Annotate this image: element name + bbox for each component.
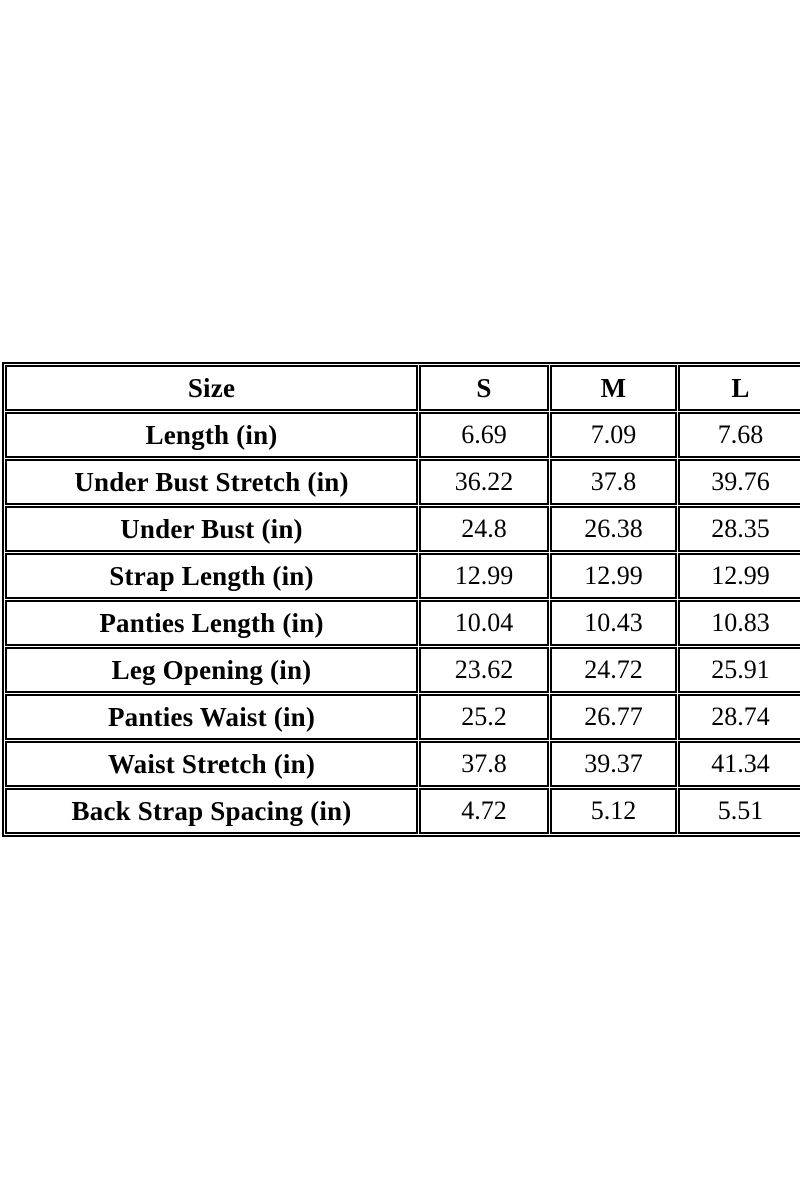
- size-table-body: [5, 412, 800, 834]
- measurement-value: 7.09: [550, 412, 677, 458]
- measurement-label: Leg Opening (in): [5, 647, 418, 693]
- measurement-value: 28.35: [678, 506, 800, 552]
- measurement-value: 7.68: [678, 412, 800, 458]
- header-row: [5, 365, 800, 411]
- measurement-label: Under Bust (in): [5, 506, 418, 552]
- table-row: [5, 741, 800, 787]
- table-row: [5, 788, 800, 834]
- measurement-value: 12.99: [419, 553, 549, 599]
- table-row: [5, 553, 800, 599]
- measurement-value: 25.2: [419, 694, 549, 740]
- measurement-value: 10.83: [678, 600, 800, 646]
- measurement-value: 4.72: [419, 788, 549, 834]
- measurement-value: 26.77: [550, 694, 677, 740]
- measurement-value: 39.76: [678, 459, 800, 505]
- measurement-label: Length (in): [5, 412, 418, 458]
- table-row: [5, 412, 800, 458]
- measurement-value: 26.38: [550, 506, 677, 552]
- header-size-s: S: [419, 365, 549, 411]
- measurement-value: 6.69: [419, 412, 549, 458]
- measurement-label: Waist Stretch (in): [5, 741, 418, 787]
- measurement-value: 12.99: [678, 553, 800, 599]
- measurement-value: 24.72: [550, 647, 677, 693]
- header-size-l: L: [678, 365, 800, 411]
- measurement-value: 10.43: [550, 600, 677, 646]
- table-row: [5, 694, 800, 740]
- measurement-value: 36.22: [419, 459, 549, 505]
- measurement-value: 25.91: [678, 647, 800, 693]
- measurement-label: Strap Length (in): [5, 553, 418, 599]
- table-row: [5, 506, 800, 552]
- measurement-value: 39.37: [550, 741, 677, 787]
- measurement-value: 5.51: [678, 788, 800, 834]
- measurement-label: Back Strap Spacing (in): [5, 788, 418, 834]
- measurement-value: 10.04: [419, 600, 549, 646]
- table-row: [5, 647, 800, 693]
- measurement-value: 41.34: [678, 741, 800, 787]
- header-size: Size: [5, 365, 418, 411]
- table-row: [5, 600, 800, 646]
- measurement-value: 37.8: [419, 741, 549, 787]
- measurement-value: 24.8: [419, 506, 549, 552]
- size-chart-table: [2, 362, 800, 837]
- header-size-m: M: [550, 365, 677, 411]
- measurement-label: Panties Waist (in): [5, 694, 418, 740]
- measurement-value: 37.8: [550, 459, 677, 505]
- measurement-label: Under Bust Stretch (in): [5, 459, 418, 505]
- measurement-value: 23.62: [419, 647, 549, 693]
- measurement-value: 5.12: [550, 788, 677, 834]
- measurement-value: 12.99: [550, 553, 677, 599]
- measurement-label: Panties Length (in): [5, 600, 418, 646]
- measurement-value: 28.74: [678, 694, 800, 740]
- table-row: [5, 459, 800, 505]
- size-table-header: [5, 365, 800, 411]
